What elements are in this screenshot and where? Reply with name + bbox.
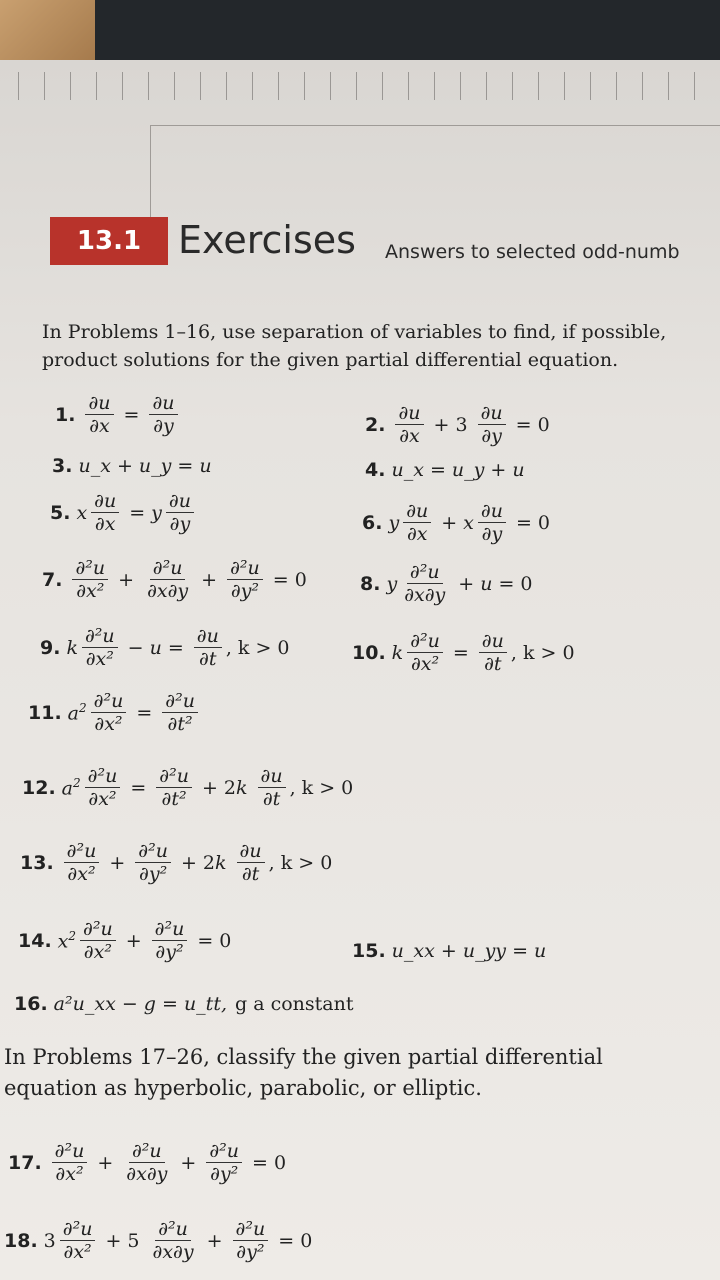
ruler-tick (226, 72, 227, 100)
problem-number: 16. (14, 993, 48, 1015)
problem-number: 2. (365, 413, 386, 436)
frame-line (150, 125, 720, 126)
problem-number: 1. (55, 403, 76, 426)
problem-17: 17. $\frac{\text{∂²u}}{\text{∂x²}}$ + $\frac{\text{∂²u}}{\partial x\partial y}$ + $\frac{\text{∂²u}}{\text{∂y²}}$ = 0 (8, 1140, 287, 1185)
ruler-tick (486, 72, 487, 100)
problem-7: 7. $\frac{\text{∂²u}}{\text{∂x²}}$ + $\frac{\text{∂²u}}{\partial x\partial y}$ + $\frac{\text{∂²u}}{\text{∂y²}}$ = 0 (42, 557, 307, 602)
condition: k > 0 (280, 851, 333, 874)
problem-number: 9. (40, 636, 61, 659)
section-number: 13.1 (50, 217, 168, 265)
ruler-tick (252, 72, 253, 100)
ruler-tick (18, 72, 19, 100)
ruler-tick (460, 72, 461, 100)
ruler-tick (512, 72, 513, 100)
ruler-tick (616, 72, 617, 100)
problem-number: 11. (28, 701, 62, 724)
problem-10: 10. k $\frac{\text{∂²u}}{\text{∂x²}}$ = $\frac{\partial u}{\partial t}$ , k > 0 (352, 630, 575, 675)
problem-4 (365, 459, 525, 481)
problem-number: 7. (42, 568, 63, 591)
wood-edge (0, 0, 95, 62)
section-title: Exercises (178, 218, 356, 262)
problem-11: 11. $a^2$ $\frac{\text{∂²u}}{\text{∂x²}}$ = $\frac{\text{∂²u}}{\text{∂t²}}$ (28, 690, 202, 735)
ruler-tick (356, 72, 357, 100)
condition: k > 0 (301, 776, 354, 799)
page-ruler (0, 64, 720, 100)
problem-6: 6. y $\frac{\partial u}{\partial x}$ + x $\frac{\partial u}{\partial y}$ = 0 (362, 500, 551, 545)
ruler-tick (330, 72, 331, 100)
condition: k > 0 (237, 636, 290, 659)
problem-16 (14, 993, 353, 1015)
problem-number: 12. (22, 776, 56, 799)
ruler-tick (564, 72, 565, 100)
ruler-tick (174, 72, 175, 100)
intro-paragraph-2: In Problems 17–26, classify the given partial differential equation as hyperbolic, parabolic, or elliptic. (4, 1045, 603, 1100)
ruler-tick (278, 72, 279, 100)
ruler-tick (148, 72, 149, 100)
frame-line-vertical (150, 125, 151, 220)
problem-number: 8. (360, 572, 381, 595)
ruler-tick (694, 72, 695, 100)
equation-note: g a constant (235, 993, 354, 1015)
answers-note: Answers to selected odd-numb (385, 241, 680, 263)
problem-number: 13. (20, 851, 54, 874)
problem-number: 15. (352, 940, 386, 962)
ruler-tick (304, 72, 305, 100)
ruler-tick (44, 72, 45, 100)
problem-number: 10. (352, 641, 386, 664)
problem-number: 5. (50, 501, 71, 524)
ruler-tick (642, 72, 643, 100)
equation: u_xx + u_yy = u (391, 940, 547, 962)
ruler-tick (668, 72, 669, 100)
ruler-tick (538, 72, 539, 100)
problem-13: 13. $\frac{\text{∂²u}}{\text{∂x²}}$ + $\frac{\text{∂²u}}{\text{∂y²}}$ + 2k $\frac{\partial u}{\partial t}$ , k > 0 (20, 840, 333, 885)
problem-number: 14. (18, 929, 52, 952)
equation: u_x = u_y + u (391, 459, 525, 481)
problem-2: 2. $\frac{\partial u}{\partial x}$ + 3 $\frac{\partial u}{\partial y}$ = 0 (365, 402, 550, 447)
problem-18: 18. 3 $\frac{\text{∂²u}}{\text{∂x²}}$ + 5 $\frac{\text{∂²u}}{\partial x\partial y}$ + $\frac{\text{∂²u}}{\text{∂y²}}$ = 0 (4, 1218, 313, 1263)
problem-14: 14. $x^2$ $\frac{\text{∂²u}}{\text{∂x²}}$ + $\frac{\text{∂²u}}{\text{∂y²}}$ = 0 (18, 918, 232, 963)
equation: a²u_xx − g = u_tt, (53, 993, 227, 1015)
ruler-tick (590, 72, 591, 100)
problem-1: 1. $\frac{\partial u}{\partial x}$ = $\frac{\partial u}{\partial y}$ (55, 392, 182, 437)
problem-number: 3. (52, 455, 73, 477)
problem-number: 17. (8, 1151, 42, 1174)
problem-9: 9. k $\frac{\text{∂²u}}{\text{∂x²}}$ − u = $\frac{\partial u}{\partial t}$ , k > 0 (40, 625, 290, 670)
ruler-tick (382, 72, 383, 100)
problem-number: 4. (365, 459, 386, 481)
problem-15 (352, 940, 546, 962)
problem-12: 12. $a^2$ $\frac{\text{∂²u}}{\text{∂x²}}$ = $\frac{\text{∂²u}}{\text{∂t²}}$ + 2k $\frac{\partial u}{\partial t}$ , k > 0 (22, 765, 354, 810)
ruler-tick (96, 72, 97, 100)
ruler-tick (122, 72, 123, 100)
ruler-tick (70, 72, 71, 100)
problem-number: 6. (362, 511, 383, 534)
problem-number: 18. (4, 1229, 38, 1252)
problem-3 (52, 455, 212, 477)
ruler-tick (200, 72, 201, 100)
problem-8: 8. y $\frac{\text{∂²u}}{\partial x\partial y}$ + u = 0 (360, 561, 533, 606)
problem-5: 5. x $\frac{\partial u}{\partial x}$ = y $\frac{\partial u}{\partial y}$ (50, 490, 198, 535)
equation: u_x + u_y = u (78, 455, 212, 477)
ruler-tick (408, 72, 409, 100)
ruler-tick (434, 72, 435, 100)
condition: k > 0 (522, 641, 575, 664)
intro-paragraph-1: In Problems 1–16, use separation of variables to find, if possible, product solutions for the given partial differential equation. (42, 321, 667, 371)
